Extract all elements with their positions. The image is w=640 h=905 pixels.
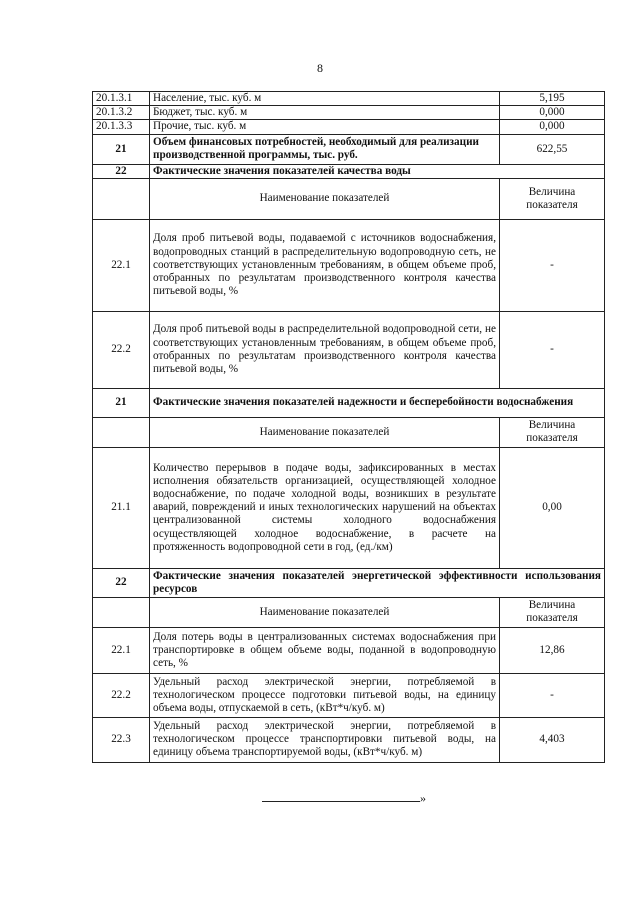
row-name: Доля проб питьевой воды в распределительной водопроводной сети, не соответствующих установленным требованиям, в общем объеме проб, отобранных по результатам производственного контроля качества питьевой воды, % <box>150 311 500 388</box>
row-value: - <box>500 219 605 311</box>
table-row <box>93 627 605 673</box>
column-header-row <box>93 417 605 447</box>
row-number: 20.1.3.2 <box>93 106 150 120</box>
row-value: - <box>500 311 605 388</box>
table-row <box>93 219 605 311</box>
page-number: 8 <box>317 61 323 75</box>
section-header-row <box>93 568 605 597</box>
section-header-row <box>93 164 605 178</box>
row-name: Бюджет, тыс. куб. м <box>150 106 500 120</box>
column-header-row <box>93 178 605 219</box>
row-value: 0,000 <box>500 120 605 134</box>
row-number: 22.3 <box>93 717 150 762</box>
row-value: 0,000 <box>500 106 605 120</box>
row-name: Доля потерь воды в централизованных системах водоснабжения при транспортировке в общем объеме воды, поданной в водопроводную сеть, % <box>150 627 500 673</box>
row-name: Удельный расход электрической энергии, потребляемой в технологическом процессе транспортировки питьевой воды, на единицу объема транспортируемой воды, (кВт*ч/куб. м) <box>150 717 500 762</box>
table-row <box>93 311 605 388</box>
table-row <box>93 717 605 762</box>
empty-cell <box>93 417 150 447</box>
row-value: - <box>500 673 605 717</box>
table-row <box>93 447 605 568</box>
section-header-row <box>93 388 605 417</box>
row-value: 0,00 <box>500 447 605 568</box>
table-row <box>93 120 605 134</box>
row-number: 20.1.3.1 <box>93 92 150 106</box>
column-header-value: Величина показателя <box>500 597 605 627</box>
row-name: Объем финансовых потребностей, необходимый для реализации производственной программы, тыс. руб. <box>150 134 500 164</box>
row-name: Количество перерывов в подаче воды, зафиксированных в местах исполнения обязательств организацией, осуществляющей холодное водоснабжение, по подаче холодной воды, возникших в результате аварий, повреждений и иных технологических нарушений на объектах централизованной системы холодного водоснабжения осуществляющей холодное водоснабжение, в расчете на протяженность водопроводной сети в год, (ед./км) <box>150 447 500 568</box>
row-value: 5,195 <box>500 92 605 106</box>
row-name: Прочие, тыс. куб. м <box>150 120 500 134</box>
column-header-name: Наименование показателей <box>150 178 500 219</box>
column-header-row <box>93 597 605 627</box>
indicators-table <box>92 91 605 763</box>
table-row <box>93 92 605 106</box>
column-header-value: Величина показателя <box>500 178 605 219</box>
section-number: 22 <box>93 164 150 178</box>
row-number: 22.1 <box>93 219 150 311</box>
section-number: 22 <box>93 568 150 597</box>
column-header-name: Наименование показателей <box>150 597 500 627</box>
table-row <box>93 673 605 717</box>
row-name: Удельный расход электрической энергии, потребляемой в технологическом процессе подготовки питьевой воды, на единицу объема воды, отпускаемой в сеть, (кВт*ч/куб. м) <box>150 673 500 717</box>
section-number: 21 <box>93 388 150 417</box>
row-number: 22.1 <box>93 627 150 673</box>
signature-underline <box>262 792 420 802</box>
row-number: 21 <box>93 134 150 164</box>
table-row-financial <box>93 134 605 164</box>
row-number: 21.1 <box>93 447 150 568</box>
table-row <box>93 106 605 120</box>
row-number: 20.1.3.3 <box>93 120 150 134</box>
section-title: Фактические значения показателей качества воды <box>150 164 605 178</box>
closing-line <box>262 791 426 806</box>
row-value: 622,55 <box>500 134 605 164</box>
section-title: Фактические значения показателей надежности и бесперебойности водоснабжения <box>150 388 605 417</box>
row-number: 22.2 <box>93 673 150 717</box>
closing-quote-mark: » <box>420 791 426 805</box>
empty-cell <box>93 178 150 219</box>
column-header-name: Наименование показателей <box>150 417 500 447</box>
row-value: 12,86 <box>500 627 605 673</box>
row-name: Доля проб питьевой воды, подаваемой с источников водоснабжения, водопроводных станций в распределительную водопроводную сеть, не соответствующих установленным требованиям, в общем объеме проб, отобранных по результатам производственного контроля качества питьевой воды, % <box>150 219 500 311</box>
row-number: 22.2 <box>93 311 150 388</box>
empty-cell <box>93 597 150 627</box>
column-header-value: Величина показателя <box>500 417 605 447</box>
row-value: 4,403 <box>500 717 605 762</box>
section-title: Фактические значения показателей энергетической эффективности использования ресурсов <box>150 568 605 597</box>
row-name: Население, тыс. куб. м <box>150 92 500 106</box>
